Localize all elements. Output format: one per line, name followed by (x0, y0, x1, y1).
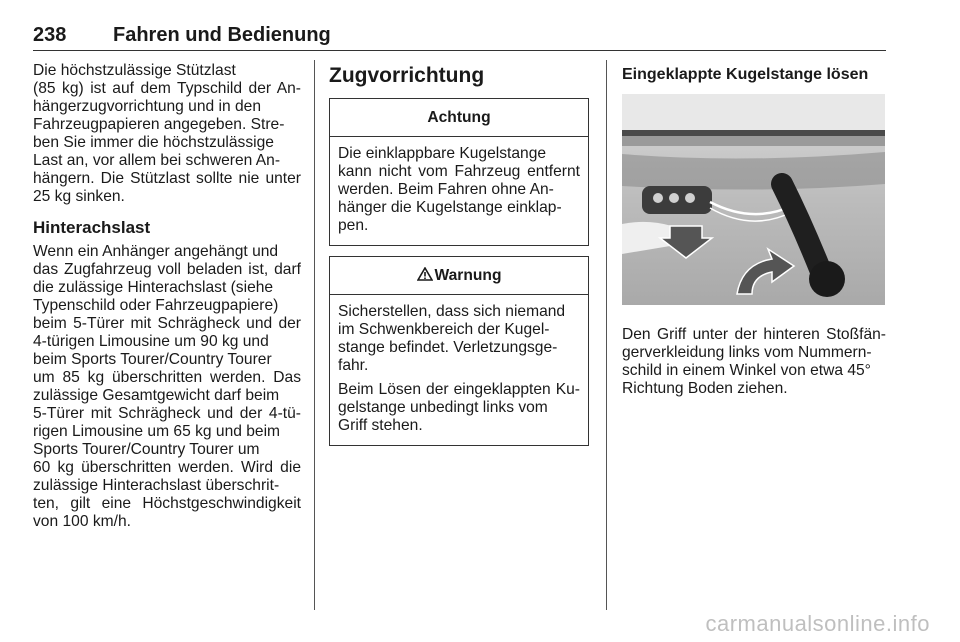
caution-box (329, 98, 589, 246)
text-line: von 100 km/h. (33, 513, 131, 530)
warning-body (330, 295, 588, 445)
text-line: Die höchstzulässige Stützlast (33, 62, 236, 79)
text-line: Sicherstellen, dass sich niemand (338, 303, 566, 320)
page-number: 238 (33, 24, 67, 46)
column-left (33, 62, 301, 531)
text-line: das Zugfahrzeug voll beladen ist, darf (33, 261, 301, 278)
section-heading-hinterachslast: Hinterachslast (33, 218, 151, 237)
text-line: 4-türigen Limousine um 90 kg und (33, 333, 269, 350)
text-line: Richtung Boden ziehen. (622, 380, 788, 397)
warning-paragraph (338, 303, 580, 375)
section-heading-zugvorrichtung: Zugvorrichtung (329, 64, 485, 87)
text-line: die zulässige Hinterachslast (siehe (33, 279, 274, 296)
caution-title: Achtung (330, 99, 588, 137)
text-line: beim 5-Türer mit Schrägheck und der (33, 315, 301, 332)
watermark: carmanualsonline.info (705, 611, 930, 636)
text-line: stange befindet. Verletzungsge- (338, 339, 558, 356)
text-line: Die einklappbare Kugelstange (338, 145, 547, 162)
text-line: pen. (338, 217, 369, 234)
text-line: Fahrzeugpapieren angegeben. Stre- (33, 116, 285, 133)
section-heading-kugelstange: Eingeklappte Kugelstange lösen (622, 66, 869, 83)
warning-title: Warnung (434, 267, 502, 284)
text-line: (85 kg) ist auf dem Typschild der An- (33, 80, 301, 97)
text-line: hängerzugvorrichtung und in den (33, 98, 262, 115)
text-line: gerverkleidung links vom Nummern- (622, 344, 872, 361)
warning-box (329, 256, 589, 446)
intro-paragraph (33, 62, 301, 206)
text-line: zulässige Gesamtgewicht darf beim (33, 387, 280, 404)
tow-bar-illustration (622, 94, 885, 305)
text-line: Last an, vor allem bei schweren An- (33, 152, 281, 169)
text-line: fahr. (338, 357, 369, 374)
text-line: rigen Limousine um 65 kg und beim (33, 423, 281, 440)
text-line: Griff stehen. (338, 417, 423, 434)
text-line: schild in einem Winkel von etwa 45° (622, 362, 871, 379)
text-line: hängern. Die Stützlast sollte nie unter (33, 170, 301, 187)
text-line: Sports Tourer/Country Tourer um (33, 441, 260, 458)
warning-header (330, 257, 588, 295)
text-line: ben Sie immer die höchstzulässige (33, 134, 274, 151)
text-line: Typenschild oder Fahrzeugpapiere) (33, 297, 279, 314)
page-title: Fahren und Bedienung (113, 24, 331, 46)
text-line: ten, gilt eine Höchstgeschwindigkeit (33, 495, 301, 512)
text-line: Den Griff unter der hinteren Stoßfän- (622, 326, 886, 343)
text-line: im Schwenkbereich der Kugel- (338, 321, 550, 338)
text-line: Wenn ein Anhänger angehängt und (33, 243, 279, 260)
text-line: Beim Lösen der eingeklappten Ku- (338, 381, 580, 398)
text-line: gelstange unbedingt links vom (338, 399, 548, 416)
text-line: werden. Beim Fahren ohne An- (338, 181, 554, 198)
warning-paragraph (338, 381, 580, 435)
text-line: 25 kg sinken. (33, 188, 125, 205)
column-right (622, 62, 886, 398)
column-middle (329, 62, 591, 446)
text-line: beim Sports Tourer/Country Tourer (33, 351, 272, 368)
body-paragraph (33, 243, 301, 531)
page-header (33, 22, 886, 51)
text-line: um 85 kg überschritten werden. Das (33, 369, 301, 386)
caution-body (330, 137, 588, 245)
text-line: hänger die Kugelstange einklap- (338, 199, 562, 216)
warning-triangle-icon (417, 267, 433, 281)
column-divider (606, 60, 607, 610)
text-line: 5-Türer mit Schrägheck und der 4-tü- (33, 405, 301, 422)
text-line: kann nicht vom Fahrzeug entfernt (338, 163, 580, 180)
instruction-paragraph (622, 326, 886, 398)
text-line: zulässige Hinterachslast überschrit- (33, 477, 280, 494)
text-line: 60 kg überschritten werden. Wird die (33, 459, 301, 476)
column-divider (314, 60, 315, 610)
